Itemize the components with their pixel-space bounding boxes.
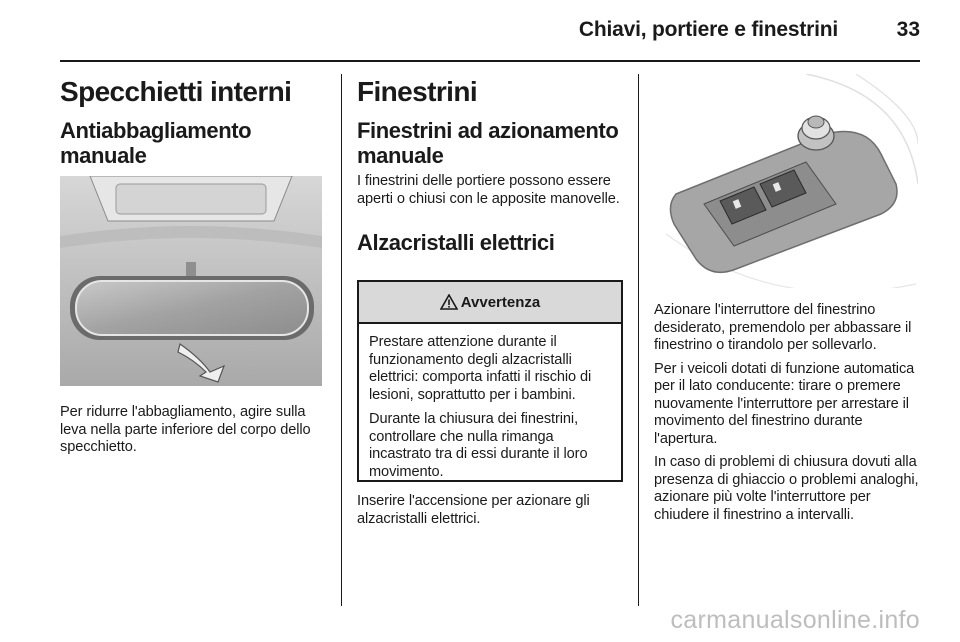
warning-box xyxy=(357,280,623,482)
rearview-mirror-icon xyxy=(60,176,322,386)
warning-triangle-icon xyxy=(440,294,458,310)
column-divider-2 xyxy=(638,74,639,606)
warning-body xyxy=(359,324,621,496)
column-3-text xyxy=(654,302,924,524)
column-1 xyxy=(60,70,324,168)
automatic-function-text: Per i veicoli dotati di funzione automatica per il lato conducente: tirare o premere nuovamente l'interruttore per arrestare il movimento del finestrino durante l'apertura. xyxy=(654,360,915,447)
section-title-mirrors: Specchietti interni xyxy=(60,76,292,107)
window-switch-icon xyxy=(656,74,918,288)
ignition-instructions: Inserire l'accensione per azionare gli alzacristalli elettrici. xyxy=(357,493,590,527)
subtitle-manual-windows: Finestrini ad azionamento manuale xyxy=(357,118,619,168)
page-number: 33 xyxy=(896,18,920,41)
watermark: carmanualsonline.info xyxy=(670,606,920,634)
subtitle-power-windows: Alzacristalli elettrici xyxy=(357,230,555,255)
rearview-mirror-illustration xyxy=(60,176,322,386)
header-divider xyxy=(60,60,920,62)
column-1-text xyxy=(60,404,324,457)
warning-header xyxy=(359,282,621,324)
switch-instructions: Azionare l'interruttore del finestrino desiderato, premendolo per abbassare il finestrino o tirandolo per sollevarlo. xyxy=(654,302,912,353)
ice-problem-text: In caso di problemi di chiusura dovuti alla presenza di ghiaccio o problemi analoghi, azionare più volte l'interruttore per chiudere il finestrino a intervalli. xyxy=(654,454,919,523)
warning-paragraph-2: Durante la chiusura dei finestrini, controllare che nulla rimanga incastrato tra di essi durante il loro movimento. xyxy=(369,411,588,480)
column-divider-1 xyxy=(341,74,342,606)
column-2 xyxy=(357,70,623,255)
warning-title: Avvertenza xyxy=(460,293,541,311)
chapter-title: Chiavi, portiere e finestrini xyxy=(578,18,838,41)
warning-paragraph-1: Prestare attenzione durante il funzionamento degli alzacristalli elettrici: comporta infatti il rischio di lesioni, soprattutto per i bambini. xyxy=(369,334,592,403)
subtitle-manual-antiglare: Antiabbagliamento manuale xyxy=(60,118,252,168)
column-2-text xyxy=(357,493,623,528)
window-switch-illustration xyxy=(656,74,918,288)
manual-windows-text: I finestrini delle portiere possono essere aperti o chiusi con le apposite manovelle. xyxy=(357,173,620,207)
mirror-instructions: Per ridurre l'abbagliamento, agire sulla leva nella parte inferiore del corpo dello specchietto. xyxy=(60,404,311,455)
section-title-windows: Finestrini xyxy=(357,76,478,107)
